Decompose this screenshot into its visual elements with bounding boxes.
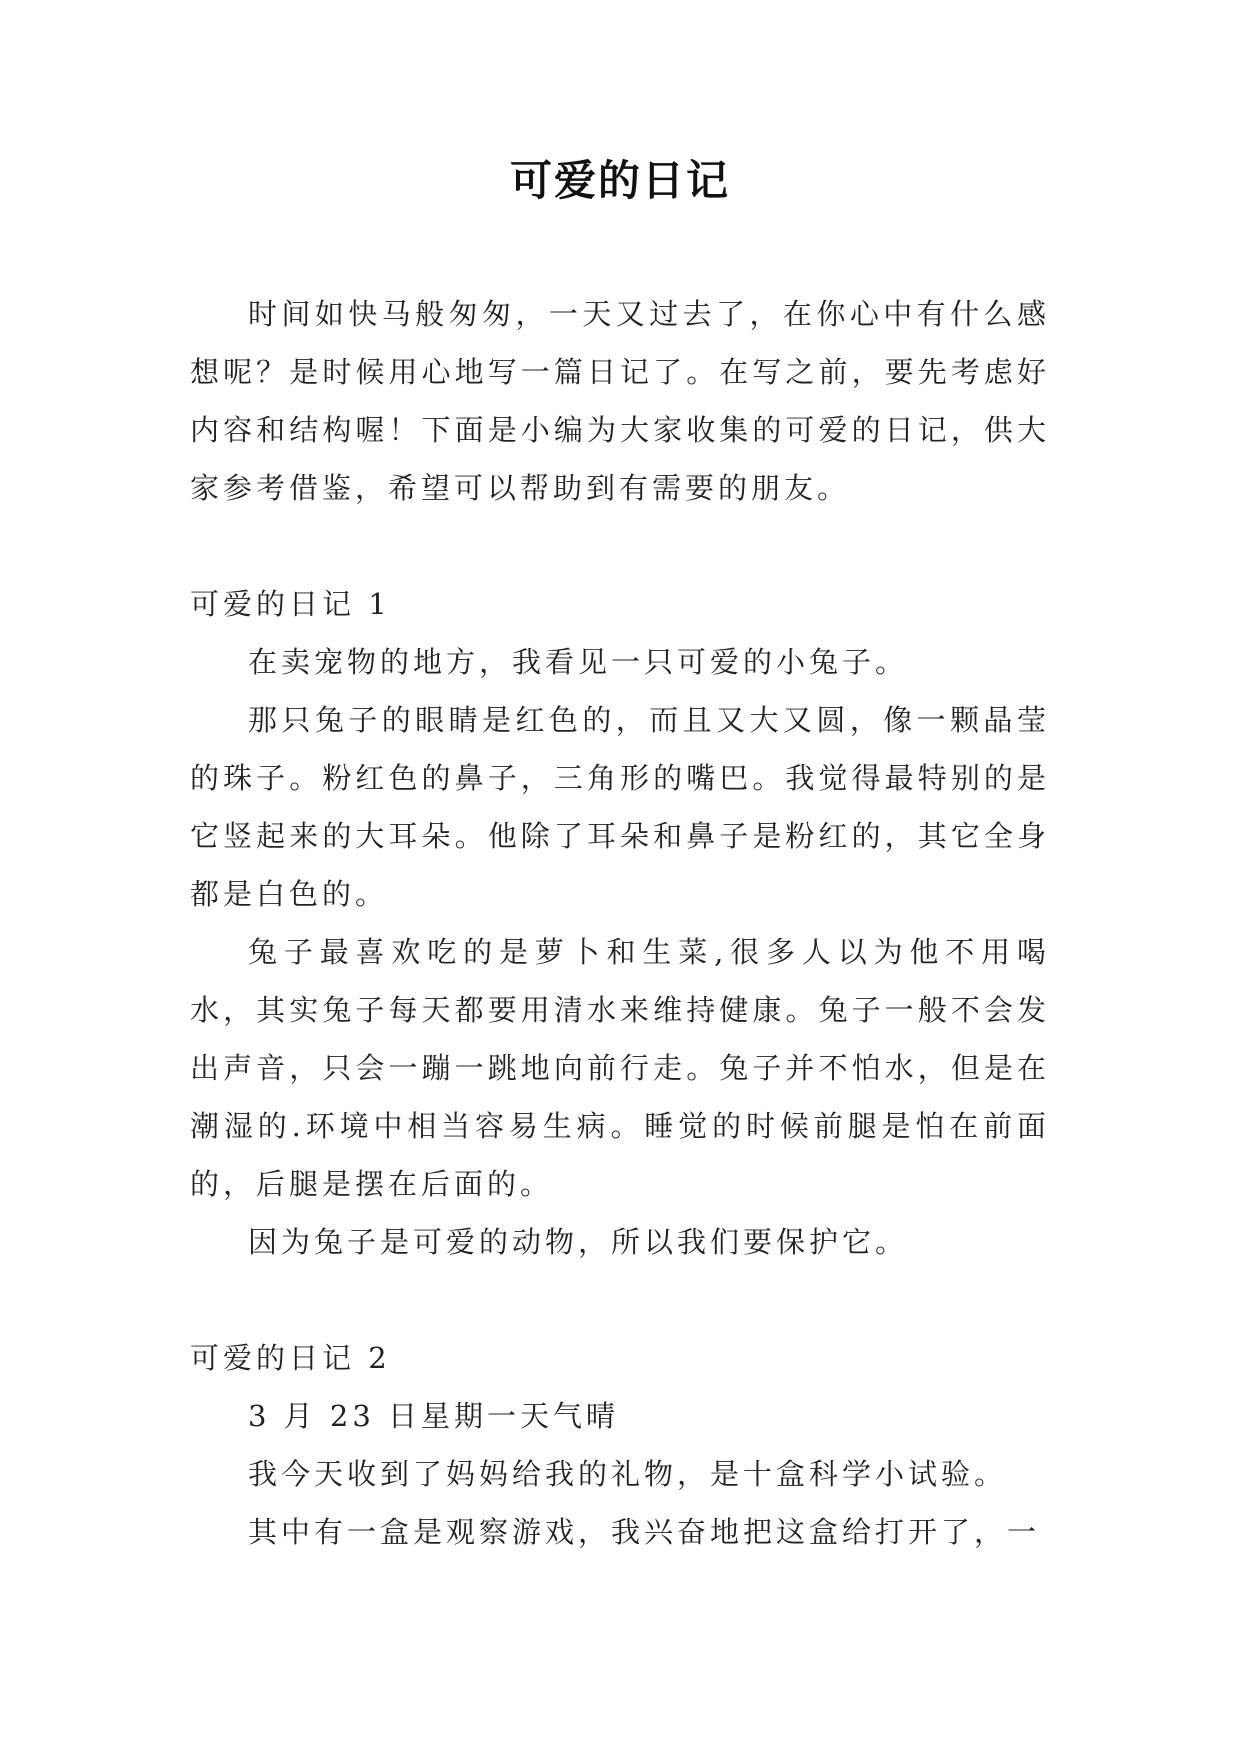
- diary-1-heading: 可爱的日记 1: [190, 587, 391, 621]
- document-body: [190, 285, 1050, 1561]
- document-title: 可爱的日记: [509, 156, 730, 205]
- diary-2-paragraph: 我今天收到了妈妈给我的礼物，是十盒科学小试验。: [248, 1457, 1008, 1491]
- diary-2-date-line: 3 月 23 日星期一天气晴: [248, 1399, 620, 1433]
- diary-1-paragraph: 兔子最喜欢吃的是萝卜和生菜,很多人以为他不用喝水，其实兔子每天都要用清水来维持健康。兔子一般不会发出声音，只会一蹦一跳地向前行走。兔子并不怕水，但是在潮湿的.环境中相当容易生病。睡觉的时候前腿是怕在前面的，后腿是摆在后面的。: [190, 935, 1050, 1201]
- diary-1-paragraph: 因为兔子是可爱的动物，所以我们要保护它。: [248, 1225, 909, 1259]
- intro-paragraph: 时间如快马般匆匆，一天又过去了，在你心中有什么感想呢？是时候用心地写一篇日记了。在写之前，要先考虑好内容和结构喔！下面是小编为大家收集的可爱的日记，供大家参考借鉴，希望可以帮助到有需要的朋友。: [190, 297, 1050, 505]
- diary-1-paragraph: 那只兔子的眼睛是红色的，而且又大又圆，像一颗晶莹的珠子。粉红色的鼻子，三角形的嘴巴。我觉得最特别的是它竖起来的大耳朵。他除了耳朵和鼻子是粉红的，其它全身都是白色的。: [190, 703, 1050, 911]
- diary-2-paragraph: 其中有一盒是观察游戏，我兴奋地把这盒给打开了，一: [248, 1515, 1041, 1549]
- diary-1-paragraph: 在卖宠物的地方，我看见一只可爱的小兔子。: [248, 645, 909, 679]
- diary-2-heading: 可爱的日记 2: [190, 1341, 391, 1375]
